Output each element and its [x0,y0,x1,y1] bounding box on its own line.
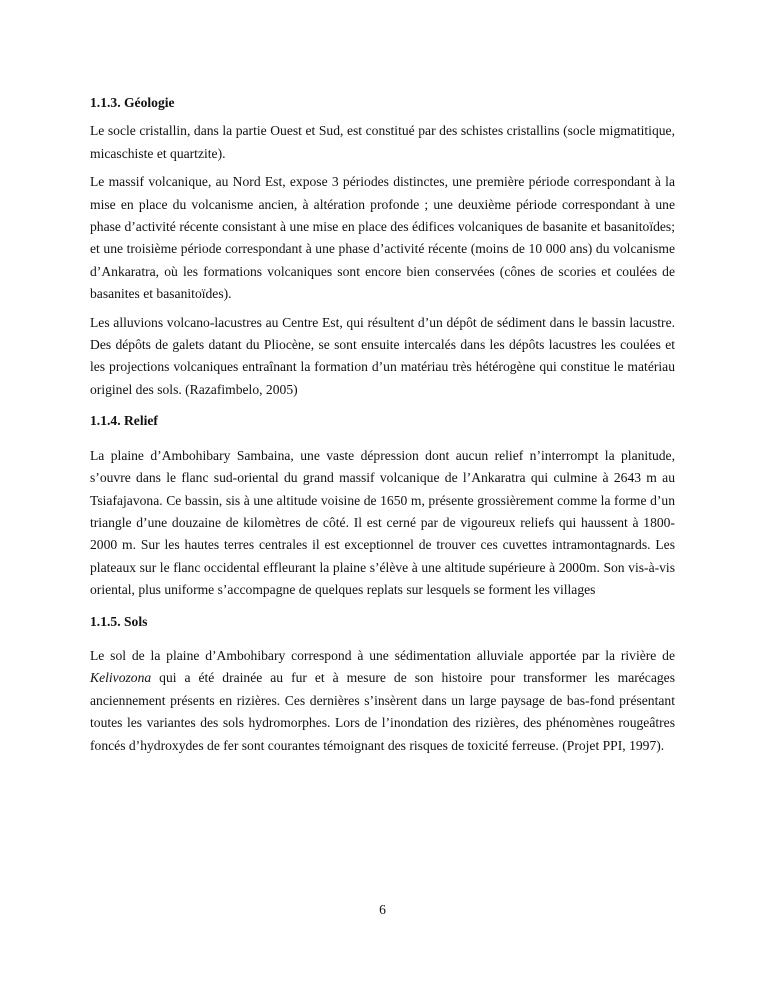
paragraph-sols [90,645,675,757]
section-heading-relief: 1.1.4. Relief [90,413,158,429]
section-heading-sols: 1.1.5. Sols [90,613,148,629]
page-number: 6 [379,902,386,917]
river-name: Kelivozona [90,670,152,686]
sols-text-start: Le sol de la plaine d’Ambohibary correspond à une sédimentation alluviale apportée par la rivière de [90,647,675,663]
paragraph-massif: Le massif volcanique, au Nord Est, expose 3 périodes distinctes, une première période correspondant à la mise en place du volcanisme ancien, à altération profonde ; une deuxième période correspondant à une phase d’activité récente consistant à une mise en place des édifices volcaniques de basanite et basanitoïdes; et une troisième période correspondant à une phase d’activité récente (moins de 10 000 ans) du volcanisme d’Ankaratra, où les formations volcaniques sont encore bien conservées (cônes de scories et coulées de basanites et basanitoïdes). [90,174,675,302]
paragraph-socle: Le socle cristallin, dans la partie Ouest et Sud, est constitué par des schistes cristallins (socle migmatitique, micaschiste et quartzite). [90,123,675,161]
sols-text-end: qui a été drainée au fur et à mesure de son histoire pour transformer les marécages anciennement présents en rizières. Ces dernières s’insèrent dans un large paysage de bas-fond présentant toutes les variantes des sols hydromorphes. Lors de l’inondation des rizières, des phénomènes rougeâtres foncés d’hydroxydes de fer sont courantes témoignant des risques de toxicité ferreuse. (Projet PPI, 1997). [90,670,675,753]
paragraph-relief: La plaine d’Ambohibary Sambaina, une vaste dépression dont aucun relief n’interrompt la planitude, s’ouvre dans le flanc sud-oriental du grand massif volcanique de l’Ankaratra qui culmine à 2643 m au Tsiafajavona. Ce bassin, sis à une altitude voisine de 1650 m, présente grossièrement comme la forme d’un triangle d’une douzaine de kilomètres de côté. Il est cerné par de vigoureux reliefs qui haussent à 1800-2000 m. Sur les hautes terres centrales il est exceptionnel de trouver ces cuvettes intramontagnards. Les plateaux sur le flanc occidental effleurant la plaine s’élève à une altitude supérieure à 2000m. Son vis-à-vis oriental, plus uniforme s’accompagne de quelques replats sur lesquels se forment les villages [90,447,675,598]
document-page [90,92,675,763]
section-heading-geologie: 1.1.3. Géologie [90,95,175,110]
paragraph-alluvions: Les alluvions volcano-lacustres au Centre Est, qui résultent d’un dépôt de sédiment dans le bassin lacustre. Des dépôts de galets datant du Pliocène, se sont ensuite intercalés dans les dépôts lacustres les coulées et les projections volcaniques entraînant la formation d’un matériau très hétérogène qui constitue le matériau originel des sols. (Razafimbelo, 2005) [90,314,675,397]
